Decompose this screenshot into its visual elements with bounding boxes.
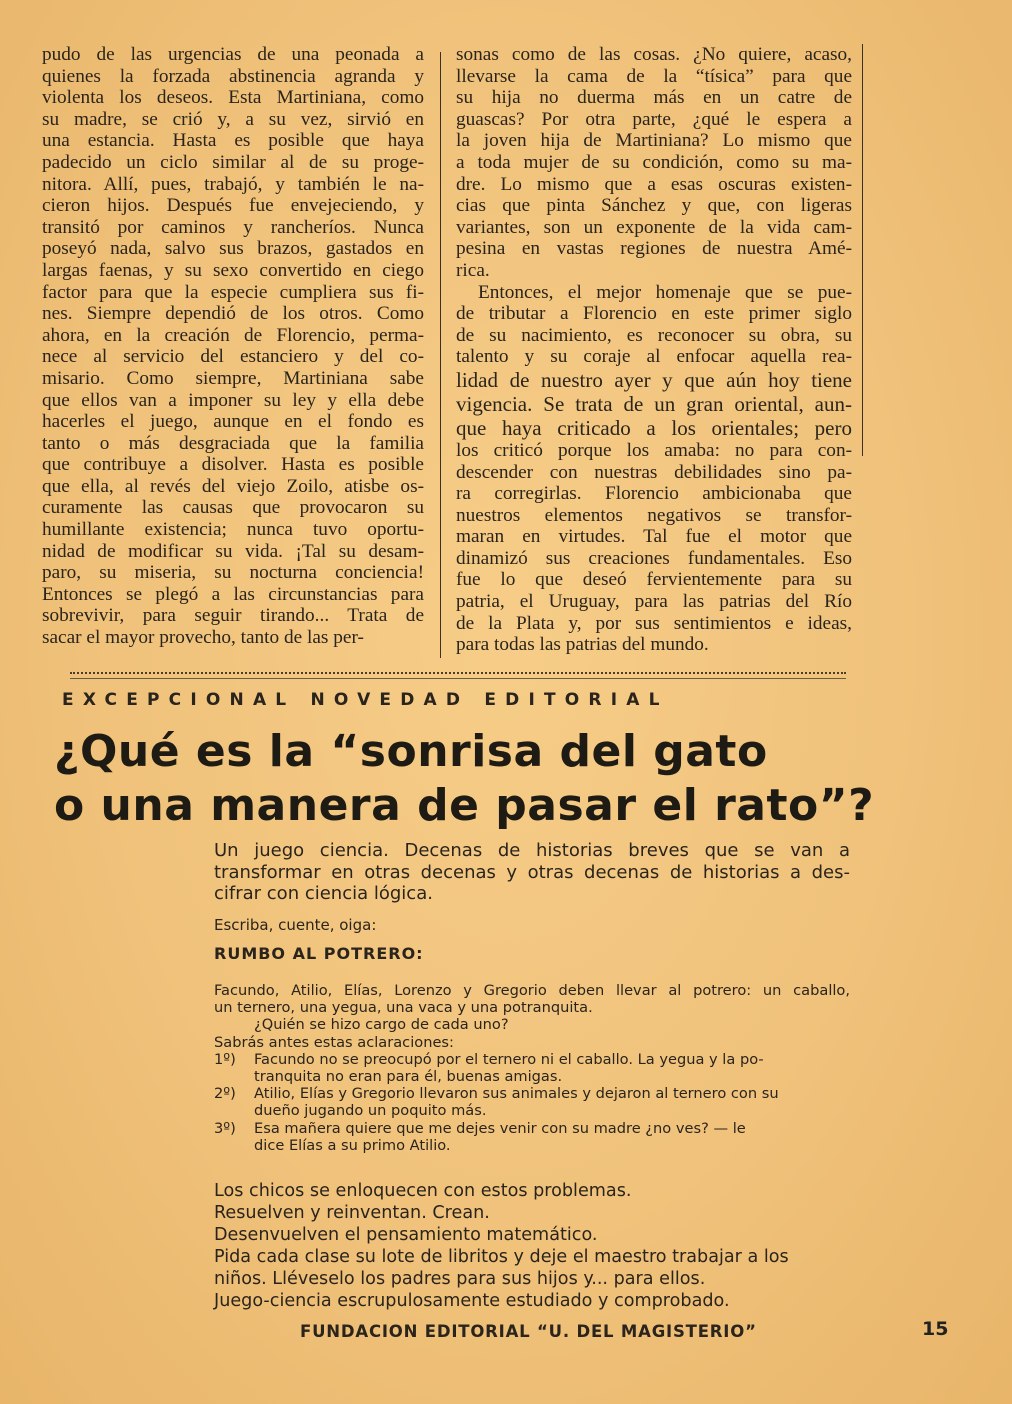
article-column-right <box>456 44 852 656</box>
ad-intro <box>214 840 850 905</box>
clue-text: Esa mañera quiere que me dejes venir con su madre ¿no ves? — le <box>254 1119 746 1137</box>
closing-line: niños. Lléveselo los padres para sus hijos y... para ellos. <box>214 1269 706 1289</box>
article-line: de tributar a Florencio en este primer siglo <box>456 303 852 325</box>
closing-line: Desenvuelven el pensamiento matemático. <box>214 1225 598 1245</box>
article-line: que ella, al revés del viejo Zoilo, atisbe os- <box>42 475 424 497</box>
puzzle-title: RUMBO AL POTRERO: <box>214 944 424 963</box>
clue-number: 1º) <box>214 1050 236 1068</box>
column-divider <box>440 52 441 658</box>
article-line: largas faenas, y su sexo convertido en ciego <box>42 259 424 281</box>
article-line: que haya criticado a los orientales; pero <box>456 415 852 440</box>
article-line: llevarse la cama de la “tísica” para que <box>456 65 852 87</box>
article-line: que contribuye a disolver. Hasta es posible <box>42 454 424 476</box>
ad-prompt: Escriba, cuente, oiga: <box>214 916 377 934</box>
article-line: que ellos van a imponer su ley y ella debe <box>42 389 424 411</box>
article-line: tanto o más desgraciada que la familia <box>42 432 424 454</box>
article-line: poseyó nada, salvo sus brazos, gastados en <box>42 238 424 260</box>
puzzle-question: ¿Quién se hizo cargo de cada uno? <box>254 1016 509 1034</box>
puzzle-text <box>214 982 850 1154</box>
closing-line: Pida cada clase su lote de libritos y deje el maestro trabajar a los <box>214 1247 789 1267</box>
article-line: talento y su coraje al enfocar aquella rea- <box>456 346 852 368</box>
article-line: nidad de modificar su vida. ¡Tal su desam- <box>42 540 424 562</box>
article-line: humillante existencia; nunca tuvo oportu- <box>42 519 424 541</box>
clue-1 <box>214 1051 850 1068</box>
closing-line: Resuelven y reinventan. Crean. <box>214 1203 490 1223</box>
ad-closing <box>214 1180 850 1312</box>
article-line: rica. <box>456 259 490 281</box>
article-line: de la Plata y, por sus sentimientos e ideas, <box>456 612 852 634</box>
section-separator <box>70 672 846 679</box>
article-line: pesina en vastas regiones de nuestra Amé- <box>456 238 852 260</box>
article-line: curamente las causas que provocaron su <box>42 497 424 519</box>
clue-number: 3º) <box>214 1119 236 1137</box>
clue-2 <box>214 1085 850 1102</box>
article-line: nes. Siempre dependió de los otros. Como <box>42 303 424 325</box>
article-line: Entonces se plegó a las circunstancias para <box>42 583 424 605</box>
clue-text: tranquita no eran para él, buenas amigas. <box>254 1068 563 1086</box>
article-line: ahora, en la creación de Florencio, perma- <box>42 324 424 346</box>
article-line: variantes, son un exponente de la vida cam- <box>456 216 852 238</box>
article-column-left <box>42 44 424 649</box>
article-line: cieron hijos. Después fue envejeciendo, y <box>42 195 424 217</box>
article-line: quienes la forzada abstinencia agranda y <box>42 65 424 87</box>
ad-kicker: EXCEPCIONAL NOVEDAD EDITORIAL <box>62 690 669 710</box>
article-line: padecido un ciclo similar al de su proge- <box>42 151 424 173</box>
article-line: pudo de las urgencias de una peonada a <box>42 44 424 65</box>
article-line: una estancia. Hasta es posible que haya <box>42 130 424 152</box>
right-margin-rule <box>862 44 863 456</box>
article-line: vigencia. Se trata de un gran oriental, aun- <box>456 391 852 416</box>
article-line: lidad de nuestro ayer y que aún hoy tiene <box>456 367 852 392</box>
clue-text: dice Elías a su primo Atilio. <box>254 1136 451 1154</box>
article-line: sonas como de las cosas. ¿No quiere, acaso, <box>456 44 852 65</box>
ad-intro-line: transformar en otras decenas y otras decenas de historias a des- <box>214 861 850 883</box>
ad-intro-line: cifrar con ciencia lógica. <box>214 883 433 904</box>
article-line: de su nacimiento, es reconocer su obra, su <box>456 324 852 346</box>
puzzle-line: un ternero, una yegua, una vaca y una potranquita. <box>214 999 593 1017</box>
article-line: a toda mujer de su condición, como su ma- <box>456 151 852 173</box>
article-line: ra corregirlas. Florencio ambicionaba que <box>456 483 852 505</box>
article-line: su hija no duerma más en un catre de <box>456 87 852 109</box>
ad-headline-line-2: o una manera de pasar el rato”? <box>54 780 875 831</box>
article-line: los criticó porque los amaba: no para con- <box>456 439 852 461</box>
article-line: factor para que la especie cumpliera sus fi- <box>42 281 424 303</box>
article-line: paro, su miseria, su nocturna conciencia! <box>42 562 424 584</box>
article-line: sobrevivir, para seguir tirando... Trata de <box>42 605 424 627</box>
article-line: para todas las patrias del mundo. <box>456 634 709 656</box>
article-line: patria, el Uruguay, para las patrias del Río <box>456 591 852 613</box>
article-line: nuestros elementos negativos se transfor- <box>456 504 852 526</box>
article-line: transitó por caminos y rancheríos. Nunca <box>42 216 424 238</box>
clue-text: dueño jugando un poquito más. <box>254 1102 487 1120</box>
ad-intro-line: Un juego ciencia. Decenas de historias breves que se van a <box>214 840 850 861</box>
article-line: Entonces, el mejor homenaje que se pue- <box>478 281 852 303</box>
page-number: 15 <box>922 1318 949 1340</box>
article-line: maran en virtudes. Tal fue el motor que <box>456 526 852 548</box>
article-line: cias que pinta Sánchez y que, con ligeras <box>456 195 852 217</box>
clue-number: 2º) <box>214 1085 236 1103</box>
article-line: nece al servicio del estanciero y del co- <box>42 346 424 368</box>
article-line: sacar el mayor provecho, tanto de las per- <box>42 627 364 649</box>
clue-text: Atilio, Elías y Gregorio llevaron sus animales y dejaron al ternero con su <box>254 1085 779 1103</box>
ad-headline-line-1: ¿Qué es la “sonrisa del gato <box>54 726 768 777</box>
article-line: su madre, se crió y, a su vez, sirvió en <box>42 108 424 130</box>
article-line: violenta los deseos. Esta Martiniana, como <box>42 87 424 109</box>
article-line: hacerles el juego, aunque en el fondo es <box>42 411 424 433</box>
closing-line: Los chicos se enloquecen con estos problemas. <box>214 1181 632 1201</box>
article-line: dre. Lo mismo que a esas oscuras existen- <box>456 173 852 195</box>
article-line: la joven hija de Martiniana? Lo mismo que <box>456 130 852 152</box>
article-line: fue lo que deseó fervientemente para su <box>456 569 852 591</box>
publisher-credit: FUNDACION EDITORIAL “U. DEL MAGISTERIO” <box>300 1322 757 1341</box>
clue-text: Facundo no se preocupó por el ternero ni el caballo. La yegua y la po- <box>254 1050 764 1068</box>
article-line: descender con nuestras debilidades sino pa- <box>456 461 852 483</box>
article-line: guascas? Por otra parte, ¿qué le espera a <box>456 108 852 130</box>
puzzle-line: Sabrás antes estas aclaraciones: <box>214 1033 454 1051</box>
article-line: dinamizó sus creaciones fundamentales. Eso <box>456 547 852 569</box>
article-line: misario. Como siempre, Martiniana sabe <box>42 367 424 389</box>
article-line: nitora. Allí, pues, trabajó, y también le na- <box>42 173 424 195</box>
clue-3 <box>214 1120 850 1137</box>
closing-line: Juego-ciencia escrupulosamente estudiado y comprobado. <box>214 1291 730 1311</box>
puzzle-line: Facundo, Atilio, Elías, Lorenzo y Gregorio deben llevar al potrero: un caballo, <box>214 982 850 999</box>
